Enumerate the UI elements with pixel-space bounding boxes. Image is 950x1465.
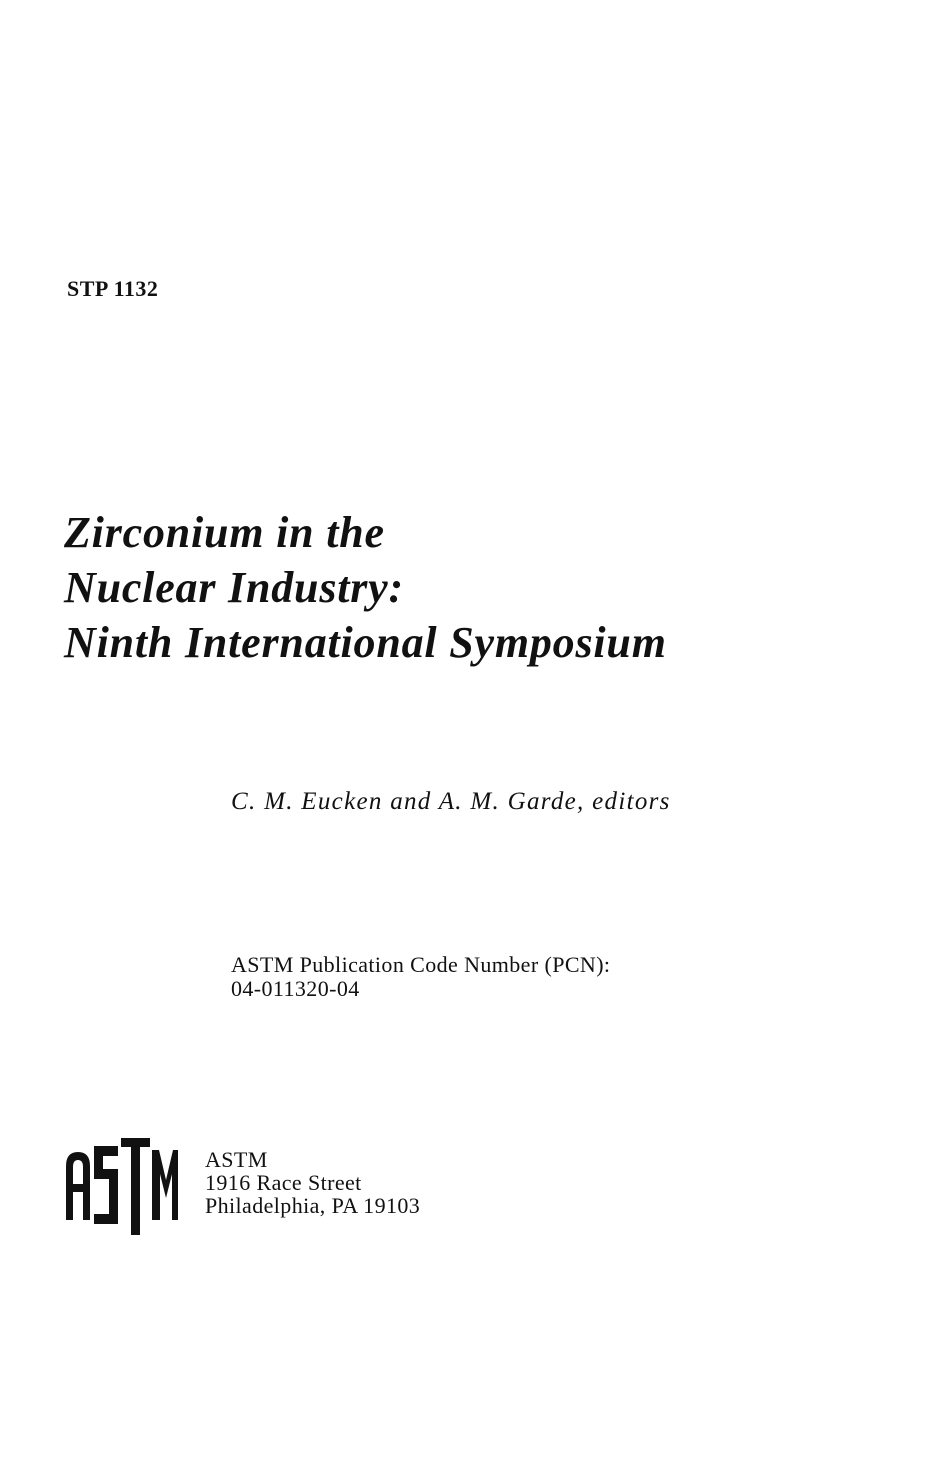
- publisher-street: 1916 Race Street: [205, 1170, 362, 1195]
- title-line-3: Ninth International Symposium: [64, 618, 667, 667]
- book-title: [64, 505, 667, 670]
- publisher-name: ASTM: [205, 1147, 268, 1172]
- series-code: STP 1132: [67, 276, 159, 301]
- astm-logo-icon: [62, 1136, 180, 1237]
- editors-line: C. M. Eucken and A. M. Garde, editors: [231, 788, 671, 815]
- publisher-address: [205, 1148, 420, 1217]
- publisher-city: Philadelphia, PA 19103: [205, 1193, 421, 1218]
- title-line-2: Nuclear Industry:: [64, 563, 404, 612]
- publication-code-block: [231, 953, 610, 1001]
- pcn-number: 04-011320-04: [231, 976, 360, 1001]
- pcn-label: ASTM Publication Code Number (PCN):: [231, 952, 611, 977]
- title-line-1: Zirconium in the: [64, 508, 385, 557]
